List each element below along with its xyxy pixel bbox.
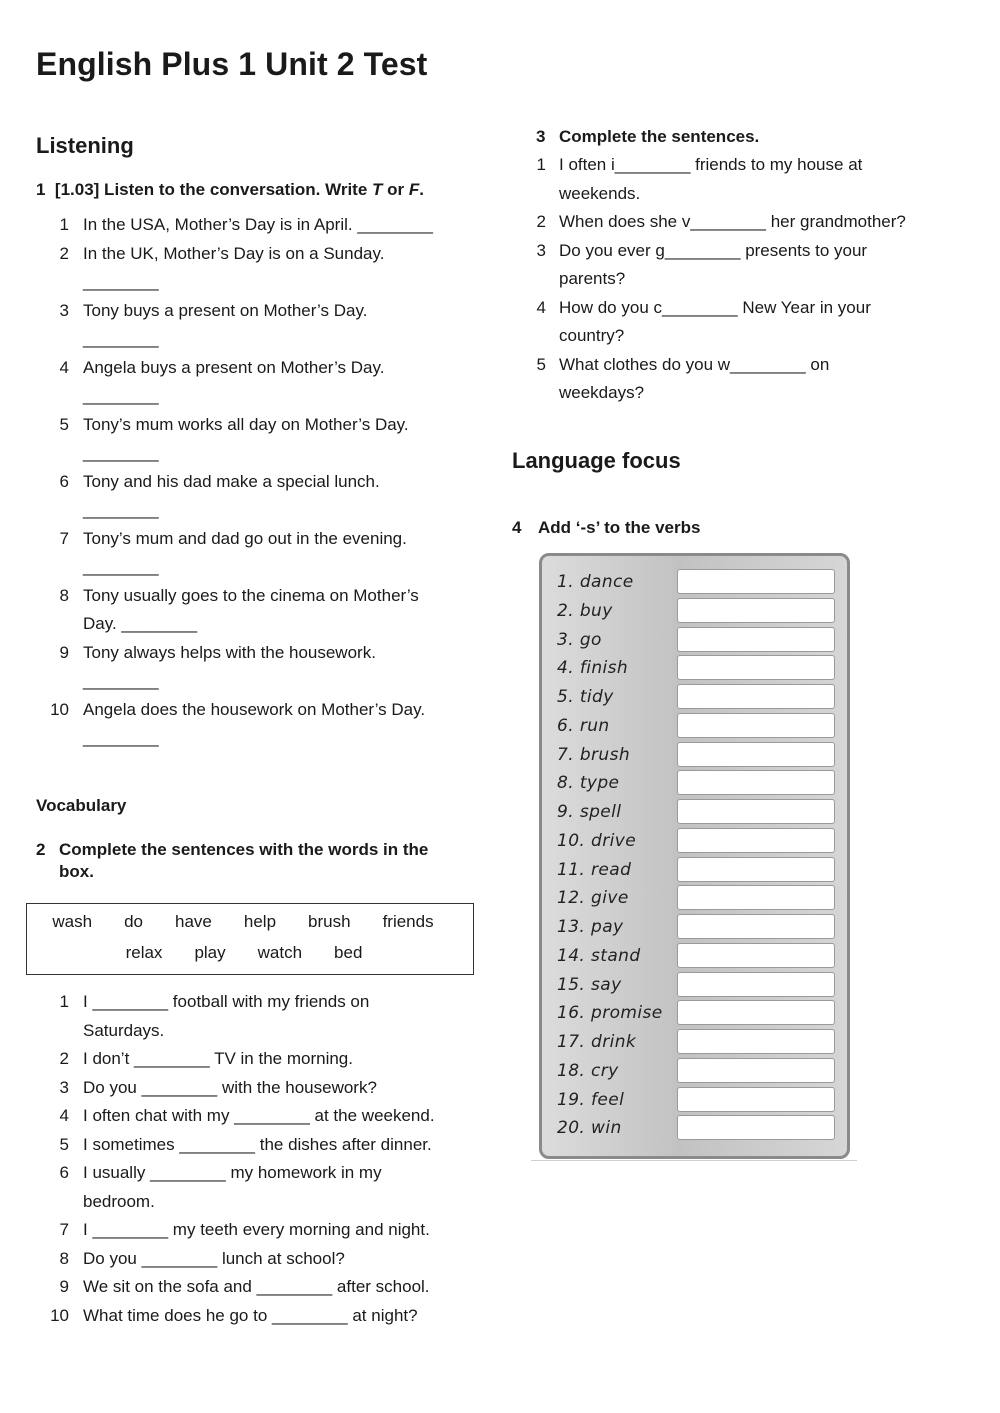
vocabulary-item-number: 9 — [59, 1277, 69, 1296]
word-box — [26, 903, 474, 975]
verb-answer-field[interactable] — [677, 1029, 835, 1054]
verb-answer-field[interactable] — [677, 1058, 835, 1083]
vocabulary-item-text — [69, 1216, 476, 1245]
verb-row-12 — [542, 884, 847, 913]
vocabulary-item-line: Saturdays. — [83, 1020, 165, 1040]
listening-item-8 — [36, 582, 476, 639]
vocabulary-item-line: I don’t ________ TV in the morning. — [83, 1049, 353, 1068]
exercise-3-instruction-text: Complete the sentences. — [559, 127, 760, 146]
vocabulary-item-text — [69, 1273, 476, 1302]
listening-item-5 — [36, 411, 476, 468]
listening-item-text — [69, 411, 476, 468]
listening-item-number: 8 — [59, 585, 69, 605]
complete-item-text — [546, 151, 952, 208]
listening-item-line: Angela does the housework on Mother’s Day. — [83, 699, 426, 719]
listening-item-4 — [36, 354, 476, 411]
verb-label: 5. tidy — [557, 687, 614, 707]
listening-item-number: 6 — [59, 471, 69, 491]
complete-item-text — [546, 294, 952, 351]
listening-item-9 — [36, 639, 476, 696]
listening-item-text — [69, 468, 476, 525]
listening-item-line: In the USA, Mother’s Day is in April. ________ — [83, 215, 433, 234]
vocabulary-item-4 — [36, 1102, 476, 1131]
box-word: watch — [257, 943, 303, 962]
verb-label: 20. win — [557, 1118, 622, 1139]
or-text: or — [382, 180, 409, 199]
vocabulary-heading: Vocabulary — [36, 796, 127, 815]
verb-row-10 — [542, 827, 847, 856]
verb-label: 6. run — [557, 715, 610, 736]
verb-row-9 — [542, 798, 847, 827]
listening-item-line: Tony usually goes to the cinema on Mother’s — [83, 585, 419, 605]
verb-answer-field[interactable] — [677, 713, 835, 738]
verb-row-6 — [542, 712, 847, 741]
exercise-1-instruction — [36, 180, 496, 200]
verb-answer-field[interactable] — [677, 684, 835, 709]
exercise-3-instruction — [536, 127, 759, 147]
verb-answer-field[interactable] — [677, 627, 835, 652]
verb-row-18 — [542, 1057, 847, 1086]
vocabulary-items — [36, 988, 476, 1330]
vocabulary-item-number: 7 — [59, 1220, 69, 1239]
verb-row-11 — [542, 856, 847, 885]
vocabulary-item-number: 5 — [59, 1134, 69, 1154]
vocabulary-item-6 — [36, 1159, 476, 1216]
complete-items — [512, 151, 952, 408]
verb-answer-field[interactable] — [677, 742, 835, 767]
verb-label: 8. type — [557, 773, 620, 794]
box-word: bed — [334, 943, 363, 962]
panel-shadow — [531, 1160, 857, 1161]
vocabulary-item-text — [69, 1245, 476, 1274]
exercise-4-instruction — [512, 518, 700, 538]
word-box-row-1 — [13, 912, 473, 932]
verb-label: 12. give — [557, 888, 629, 909]
listening-item-text — [69, 639, 476, 696]
listening-item-1 — [36, 211, 476, 240]
box-word: friends — [382, 912, 434, 931]
verb-answer-field[interactable] — [677, 799, 835, 824]
listening-items — [36, 211, 476, 753]
verb-row-14 — [542, 942, 847, 971]
complete-item-3 — [512, 237, 952, 294]
listening-item-10 — [36, 696, 476, 753]
exercise-2-instruction — [36, 839, 476, 883]
listening-item-text — [69, 582, 476, 639]
exercise-2-instruction-line1: Complete the sentences with the words in the — [59, 840, 429, 859]
listening-item-line: ________ — [83, 443, 159, 462]
listening-item-line: Tony and his dad make a special lunch. — [83, 471, 380, 491]
complete-item-line: parents? — [559, 269, 626, 288]
vocabulary-item-3 — [36, 1074, 476, 1103]
listening-item-text — [69, 297, 476, 354]
verb-panel — [539, 553, 850, 1159]
exercise-1-instruction-text: [1.03] Listen to the conversation. Write — [54, 180, 373, 199]
vocabulary-item-line: I ________ football with my friends on — [83, 992, 370, 1011]
listening-item-line: ________ — [83, 272, 159, 291]
vocabulary-item-number: 4 — [59, 1106, 69, 1125]
vocabulary-item-9 — [36, 1273, 476, 1302]
verb-answer-field[interactable] — [677, 569, 835, 594]
exercise-2-number: 2 — [36, 840, 46, 859]
vocabulary-item-8 — [36, 1245, 476, 1274]
complete-item-line: Do you ever g________ presents to your — [559, 240, 868, 260]
verb-answer-field[interactable] — [677, 1115, 835, 1140]
verb-label: 19. feel — [557, 1089, 625, 1110]
vocabulary-item-text — [69, 1045, 476, 1074]
box-word: brush — [308, 912, 351, 931]
verb-label: 7. brush — [557, 744, 631, 765]
vocabulary-item-number: 8 — [59, 1248, 69, 1268]
exercise-3-number: 3 — [536, 127, 546, 146]
verb-label: 9. spell — [557, 802, 622, 822]
verb-answer-field[interactable] — [677, 598, 835, 623]
listening-item-line: Tony’s mum and dad go out in the evening. — [83, 528, 407, 548]
complete-item-line: weekends. — [559, 183, 641, 203]
complete-item-number: 4 — [536, 297, 546, 317]
listening-item-line: Tony always helps with the housework. — [83, 642, 376, 662]
vocabulary-item-line: We sit on the sofa and ________ after school. — [83, 1277, 430, 1296]
verb-row-4 — [542, 654, 847, 683]
vocabulary-item-5 — [36, 1131, 476, 1160]
vocabulary-item-number: 6 — [59, 1163, 69, 1182]
listening-item-line: ________ — [83, 728, 159, 747]
complete-item-4 — [512, 294, 952, 351]
complete-item-5 — [512, 351, 952, 408]
vocabulary-item-line: I often chat with my ________ at the weekend. — [83, 1106, 435, 1125]
complete-item-2 — [512, 208, 952, 237]
verb-row-1 — [542, 568, 847, 597]
verb-label: 17. drink — [557, 1032, 637, 1052]
listening-item-number: 2 — [59, 243, 69, 263]
complete-item-number: 3 — [536, 240, 546, 260]
listening-item-number: 5 — [59, 414, 69, 434]
listening-item-line: Tony’s mum works all day on Mother’s Day. — [83, 414, 409, 434]
complete-item-text — [546, 351, 952, 408]
vocabulary-item-number: 1 — [59, 992, 69, 1011]
box-word: relax — [125, 943, 163, 962]
listening-item-number: 7 — [59, 528, 69, 548]
exercise-4-instruction-text: Add ‘-s’ to the verbs — [538, 518, 701, 537]
vocabulary-item-line: I usually ________ my homework in my — [83, 1163, 382, 1182]
listening-item-line: ________ — [83, 557, 159, 576]
complete-item-line: How do you c________ New Year in your — [559, 297, 871, 317]
box-word: help — [243, 912, 277, 931]
listening-heading: Listening — [36, 133, 134, 158]
vocabulary-item-2 — [36, 1045, 476, 1074]
period: . — [419, 180, 424, 199]
complete-item-line: When does she v________ her grandmother? — [559, 212, 906, 231]
box-word: have — [175, 912, 212, 931]
vocabulary-item-text — [69, 1102, 476, 1131]
verb-answer-field[interactable] — [677, 1000, 835, 1025]
listening-item-number: 9 — [59, 642, 69, 662]
listening-item-number: 3 — [59, 300, 69, 320]
page-title: English Plus 1 Unit 2 Test — [36, 46, 428, 82]
listening-item-2 — [36, 240, 476, 297]
complete-item-line: What clothes do you w________ on — [559, 354, 830, 374]
listening-item-text — [69, 354, 476, 411]
verb-row-20 — [542, 1114, 847, 1143]
box-word: do — [124, 912, 144, 931]
listening-item-line: ________ — [83, 386, 159, 405]
verb-label: 11. read — [557, 859, 632, 880]
vocabulary-item-text — [69, 1302, 476, 1331]
complete-item-text — [546, 208, 952, 237]
verb-answer-field[interactable] — [677, 885, 835, 910]
verb-row-3 — [542, 626, 847, 655]
language-focus-heading: Language focus — [512, 448, 681, 473]
verb-label: 10. drive — [557, 830, 637, 851]
verb-label: 2. buy — [557, 600, 613, 621]
complete-item-number: 1 — [536, 155, 546, 174]
verb-row-16 — [542, 999, 847, 1028]
complete-item-line: country? — [559, 326, 625, 345]
verb-label: 14. stand — [557, 945, 641, 966]
verb-answer-field[interactable] — [677, 770, 835, 795]
verb-row-2 — [542, 597, 847, 626]
verb-answer-field[interactable] — [677, 914, 835, 939]
exercise-1-number: 1 — [36, 180, 46, 199]
listening-item-line: ________ — [83, 500, 159, 519]
verb-row-19 — [542, 1086, 847, 1115]
verb-row-7 — [542, 741, 847, 770]
listening-item-number: 4 — [59, 357, 69, 377]
vocabulary-item-number: 3 — [59, 1077, 69, 1097]
verb-label: 3. go — [557, 629, 602, 650]
complete-item-line: weekdays? — [559, 383, 645, 402]
verb-label: 13. pay — [557, 917, 624, 937]
vocabulary-item-1 — [36, 988, 476, 1045]
listening-item-number: 10 — [50, 699, 69, 719]
exercise-2-instruction-line2: box. — [59, 862, 94, 881]
vocabulary-item-number: 2 — [59, 1049, 69, 1068]
vocabulary-item-text — [69, 988, 476, 1045]
verb-answer-field[interactable] — [677, 828, 835, 853]
verb-label: 1. dance — [557, 572, 634, 592]
listening-item-text — [69, 240, 476, 297]
verb-answer-field[interactable] — [677, 857, 835, 882]
vocabulary-item-text — [69, 1074, 476, 1103]
vocabulary-item-line: Do you ________ lunch at school? — [83, 1248, 345, 1268]
verb-row-8 — [542, 769, 847, 798]
verb-row-15 — [542, 971, 847, 1000]
listening-item-line: Angela buys a present on Mother’s Day. — [83, 357, 385, 377]
verb-row-13 — [542, 913, 847, 942]
box-word: wash — [52, 912, 93, 931]
listening-item-3 — [36, 297, 476, 354]
verb-row-5 — [542, 683, 847, 712]
complete-item-number: 5 — [536, 354, 546, 374]
complete-item-number: 2 — [536, 212, 546, 231]
vocabulary-item-line: What time does he go to ________ at night? — [83, 1305, 418, 1325]
verb-label: 15. say — [557, 974, 622, 995]
listening-item-line: ________ — [83, 329, 159, 348]
vocabulary-item-number: 10 — [50, 1305, 69, 1325]
verb-label: 18. cry — [557, 1060, 619, 1081]
vocabulary-item-line: I ________ my teeth every morning and night. — [83, 1220, 430, 1239]
complete-item-line: I often i________ friends to my house at — [559, 155, 863, 174]
verb-row-17 — [542, 1028, 847, 1057]
box-word: play — [194, 943, 226, 962]
verb-answer-field[interactable] — [677, 655, 835, 680]
verb-label: 4. finish — [557, 658, 629, 679]
listening-item-line: Day. ________ — [83, 614, 198, 633]
verb-label: 16. promise — [557, 1003, 663, 1024]
vocabulary-item-line: I sometimes ________ the dishes after dinner. — [83, 1134, 432, 1154]
vocabulary-item-line: Do you ________ with the housework? — [83, 1077, 377, 1097]
listening-item-text — [69, 211, 476, 240]
word-box-row-2 — [15, 943, 473, 963]
listening-item-line: In the UK, Mother’s Day is on a Sunday. — [83, 243, 385, 263]
listening-item-text — [69, 696, 476, 753]
vocabulary-item-text — [69, 1131, 476, 1160]
listening-item-line: Tony buys a present on Mother’s Day. — [83, 300, 368, 320]
verb-answer-field[interactable] — [677, 1087, 835, 1112]
false-letter: F — [408, 180, 420, 199]
true-letter: T — [372, 180, 383, 199]
listening-item-text — [69, 525, 476, 582]
listening-item-6 — [36, 468, 476, 525]
verb-answer-field[interactable] — [677, 972, 835, 997]
vocabulary-item-10 — [36, 1302, 476, 1331]
listening-item-line: ________ — [83, 671, 159, 690]
listening-item-7 — [36, 525, 476, 582]
vocabulary-item-line: bedroom. — [83, 1191, 155, 1211]
complete-item-1 — [512, 151, 952, 208]
verb-answer-field[interactable] — [677, 943, 835, 968]
complete-item-text — [546, 237, 952, 294]
vocabulary-item-text — [69, 1159, 476, 1216]
listening-item-number: 1 — [59, 215, 69, 234]
exercise-4-number: 4 — [512, 518, 522, 537]
vocabulary-item-7 — [36, 1216, 476, 1245]
